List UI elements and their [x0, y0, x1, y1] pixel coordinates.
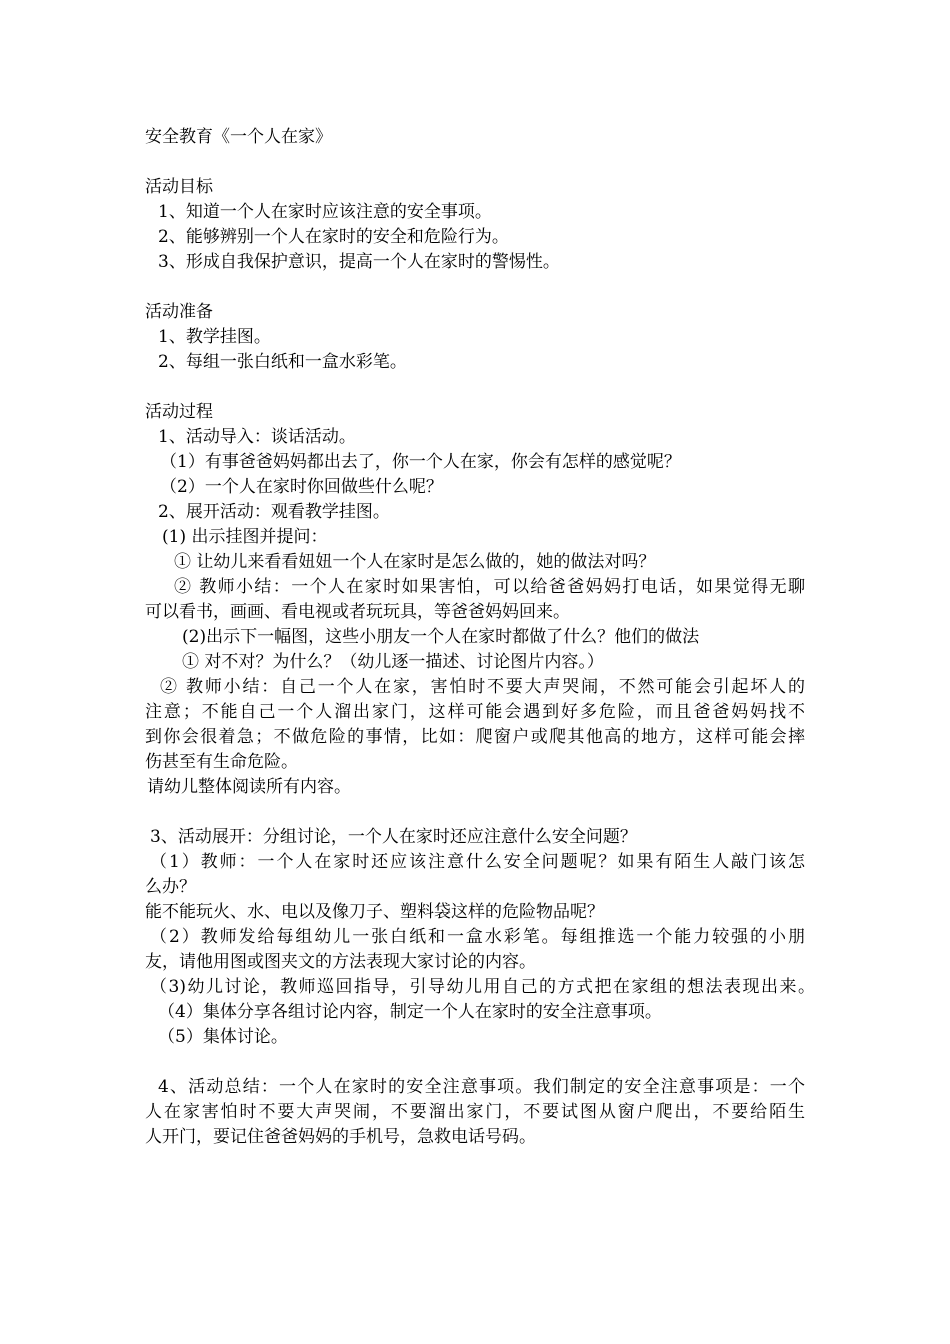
step2-sub1-b: ② 教师小结：一个人在家时如果害怕，可以给爸爸妈妈打电话，如果觉得无聊	[174, 577, 805, 597]
step1-question: （1）有事爸爸妈妈都出去了，你一个人在家，你会有怎样的感觉呢？	[160, 452, 681, 472]
prep-heading: 活动准备	[145, 302, 213, 322]
step2-sub1-title: (1) 出示挂图并提问：	[162, 527, 328, 547]
prep-item: 1、教学挂图。	[158, 327, 271, 347]
step3-paragraph: （2）教师发给每组幼儿一张白纸和一盒水彩笔。每组推选一个能力较强的小朋	[150, 927, 805, 947]
goal-item: 1、知道一个人在家时应该注意的安全事项。	[158, 202, 492, 222]
step2-sub2-title: (2)出示下一幅图，这些小朋友一个人在家时都做了什么？他们的做法	[182, 627, 700, 647]
step3-paragraph: （5）集体讨论。	[158, 1027, 288, 1047]
step2-sub1-b: 可以看书，画画、看电视或者玩玩具，等爸爸妈妈回来。	[145, 602, 570, 622]
step3-paragraph: （1）教师：一个人在家时还应该注意什么安全问题呢？如果有陌生人敲门该怎	[150, 852, 805, 872]
step3-paragraph: 友，请他用图或图夹文的方法表现大家讨论的内容。	[145, 952, 536, 972]
prep-item: 2、每组一张白纸和一盒水彩笔。	[158, 352, 407, 372]
goal-item: 3、形成自我保护意识，提高一个人在家时的警惕性。	[158, 252, 560, 272]
step4-summary: 人在家害怕时不要大声哭闹，不要溜出家门，不要试图从窗户爬出，不要给陌生	[145, 1102, 805, 1122]
goal-item: 2、能够辨别一个人在家时的安全和危险行为。	[158, 227, 509, 247]
step2-sub2-a: ① 对不对？为什么？（幼儿逐一描述、讨论图片内容。）	[182, 652, 604, 672]
step3-paragraph: （3)幼儿讨论，教师巡回指导，引导幼儿用自己的方式把在家组的想法表现出来。	[150, 977, 815, 997]
document-title: 安全教育《一个人在家》	[145, 127, 332, 147]
step2-read-all: 请幼儿整体阅读所有内容。	[147, 777, 351, 797]
step2-sub1-a: ① 让幼儿来看看妞妞一个人在家时是怎么做的，她的做法对吗？	[174, 552, 656, 572]
step2-sub2-b: 到你会很着急；不做危险的事情，比如：爬窗户或爬其他高的地方，这样可能会摔	[145, 727, 805, 747]
step2-sub2-b: 伤甚至有生命危险。	[145, 752, 298, 772]
goals-heading: 活动目标	[145, 177, 213, 197]
step3-paragraph: （4）集体分享各组讨论内容，制定一个人在家时的安全注意事项。	[158, 1002, 662, 1022]
step2-title: 2、展开活动：观看教学挂图。	[158, 502, 390, 522]
step1-title: 1、活动导入：谈话活动。	[158, 427, 356, 447]
step4-summary: 4、活动总结：一个人在家时的安全注意事项。我们制定的安全注意事项是：一个	[158, 1077, 805, 1097]
step3-paragraph: 能不能玩火、水、电以及像刀子、塑料袋这样的危险物品呢？	[145, 902, 604, 922]
step3-paragraph: 么办？	[145, 877, 196, 897]
step2-sub2-b: ② 教师小结：自己一个人在家，害怕时不要大声哭闹，不然可能会引起坏人的	[160, 677, 805, 697]
step4-summary: 人开门，要记住爸爸妈妈的手机号，急救电话号码。	[145, 1127, 536, 1147]
step2-sub2-b: 注意；不能自己一个人溜出家门，这样可能会遇到好多危险，而且爸爸妈妈找不	[145, 702, 805, 722]
process-heading: 活动过程	[145, 402, 213, 422]
step1-question: （2）一个人在家时你回做些什么呢？	[160, 477, 443, 497]
step3-title: 3、活动展开：分组讨论，一个人在家时还应注意什么安全问题？	[150, 827, 637, 847]
